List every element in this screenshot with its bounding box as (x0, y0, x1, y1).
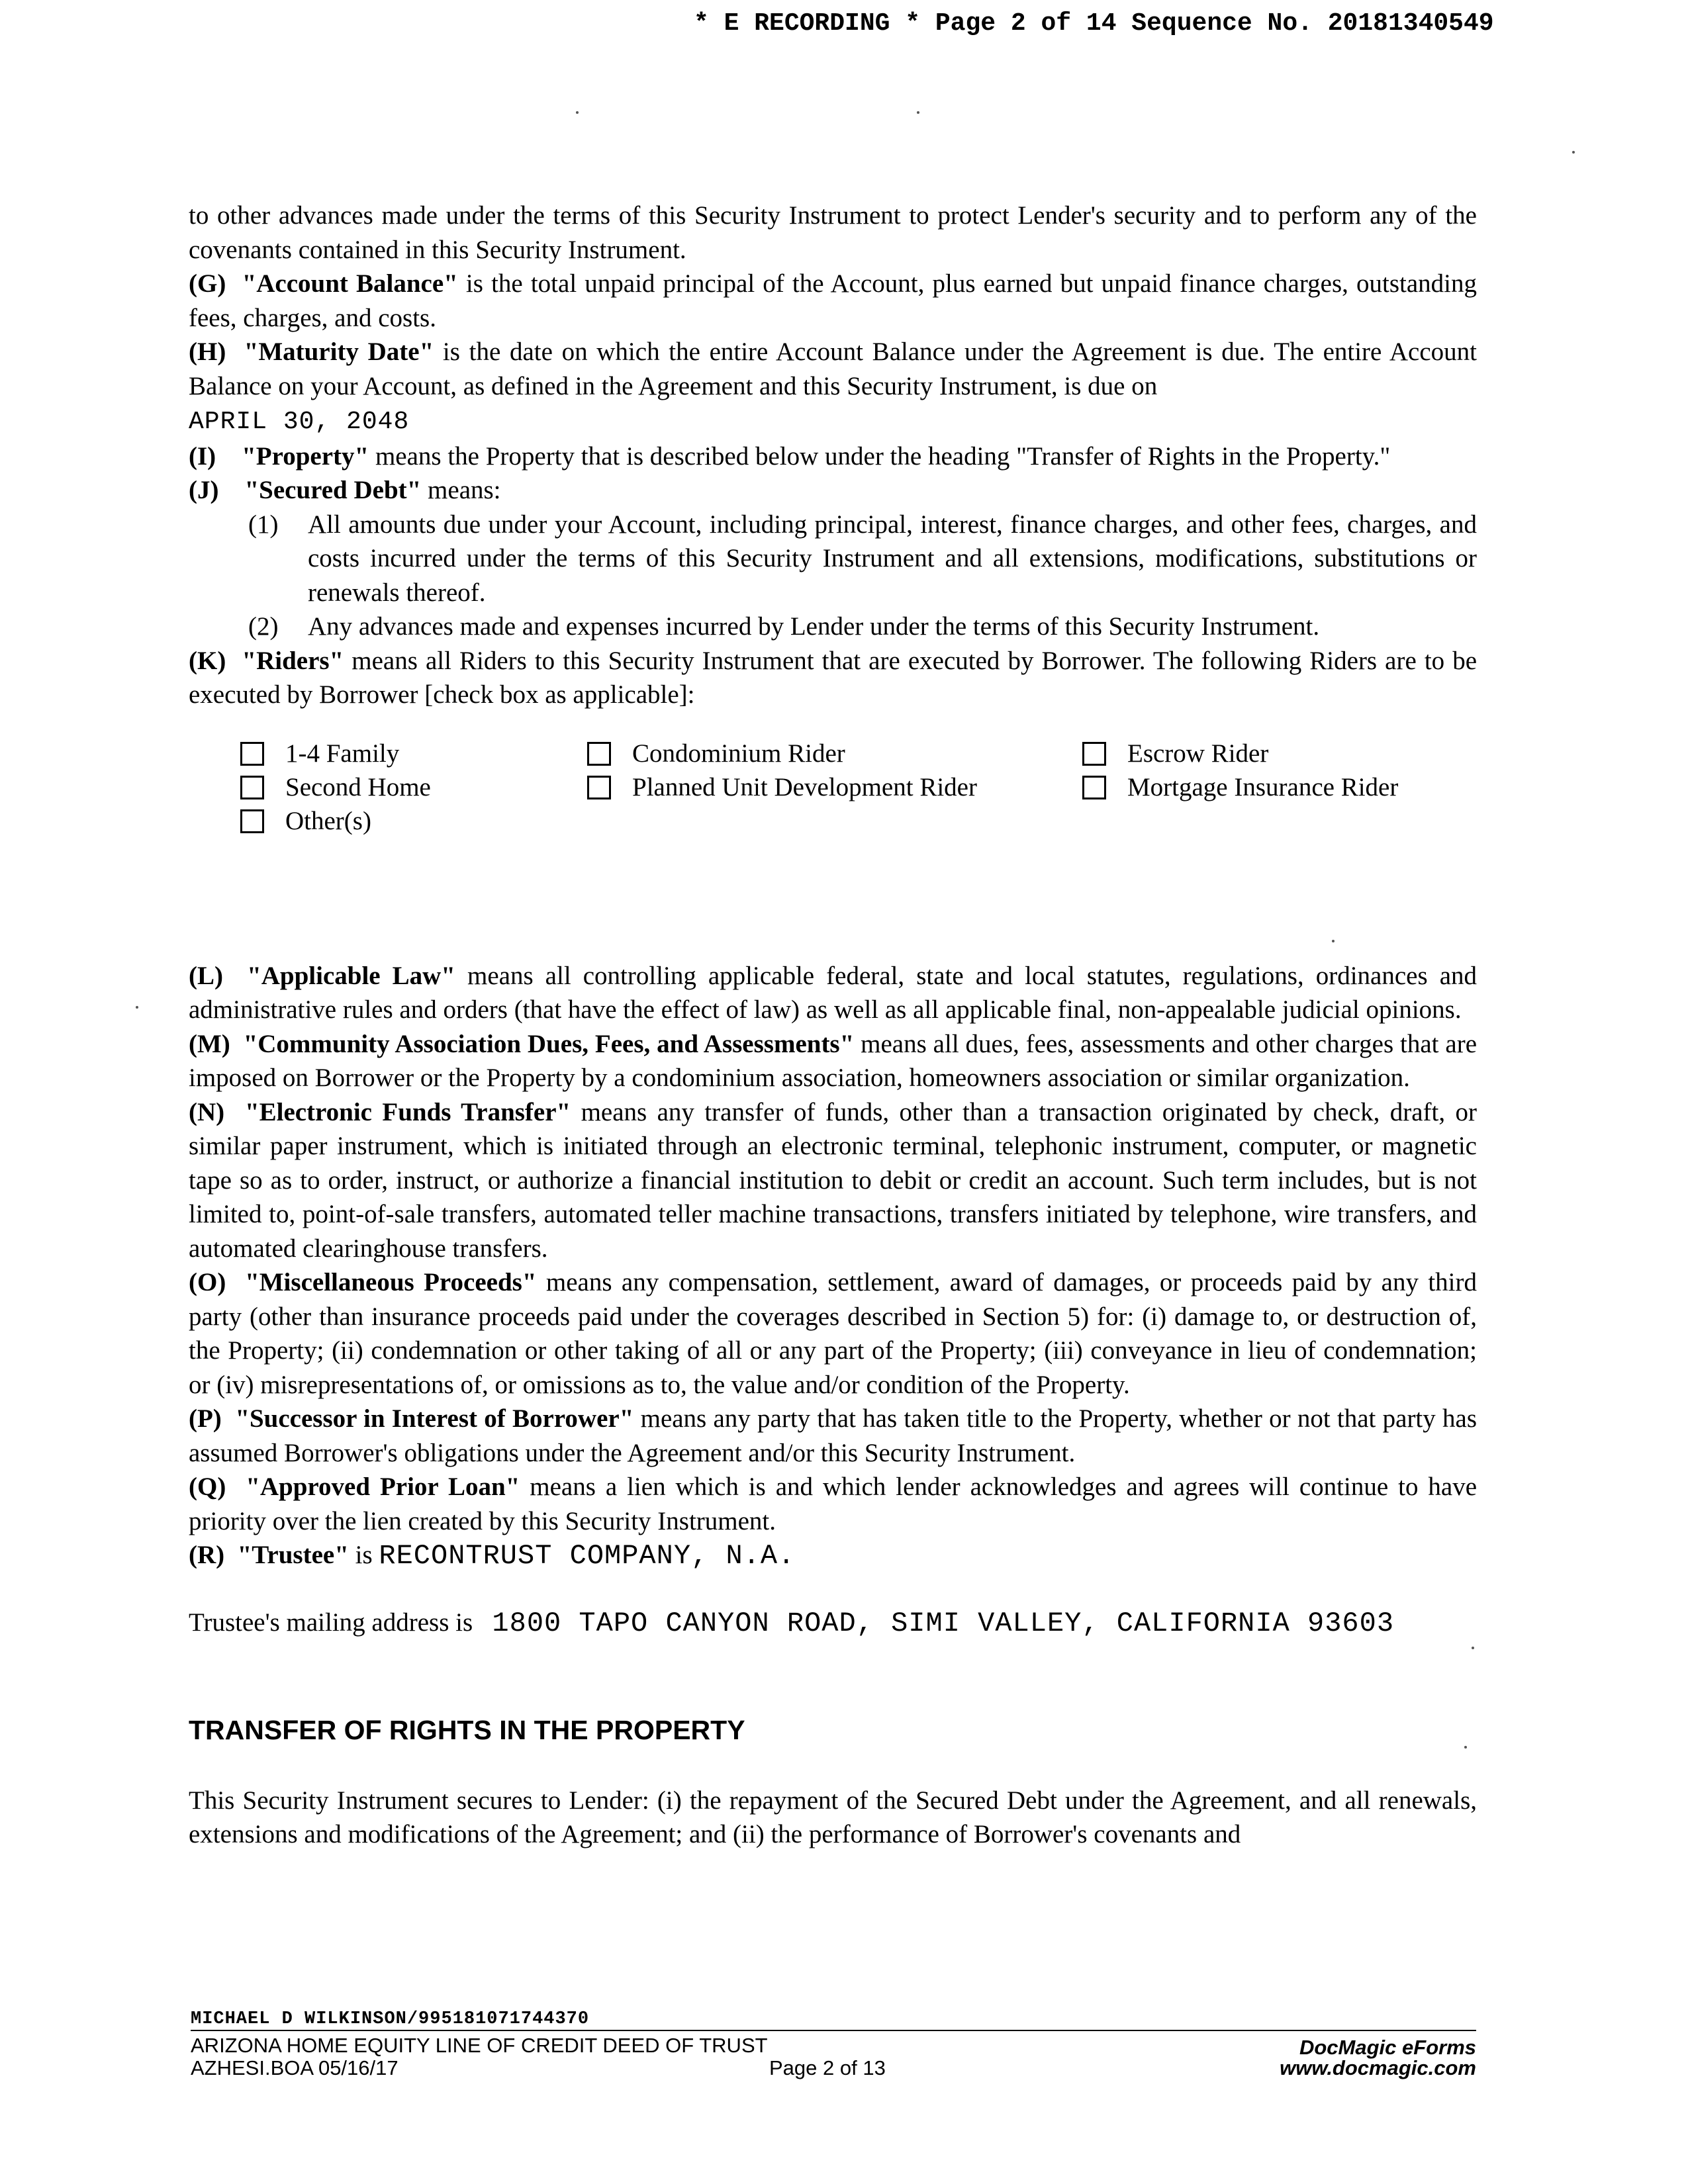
definition-m (189, 1027, 1477, 1095)
definition-g-letter: (G) (189, 269, 226, 298)
intro-paragraph: to other advances made under the terms of this Security Instrument to protect Lender's security and to perform any of the covenants contained in this Security Instrument. (189, 201, 1477, 264)
definition-m-term: "Community Association Dues, Fees, and Assessments" (243, 1029, 855, 1058)
definition-p-letter: (P) (189, 1404, 222, 1433)
definition-h-letter: (H) (189, 338, 226, 366)
definition-n-letter: (N) (189, 1097, 225, 1126)
rider-label: Mortgage Insurance Rider (1127, 773, 1399, 802)
secured-debt-item-text: All amounts due under your Account, including principal, interest, finance charges, and other fees, charges, and costs incurred under the terms of this Security Instrument and all extensions, modifications, substitutions or renewals thereof. (308, 510, 1477, 607)
definition-o-text: means any compensation, settlement, award of damages, or proceeds paid by any third party (other than insurance proceeds paid under the coverages described in Section 5) for: (i) damage to, or destruction of, the Property; (ii) condemnation or other taking of all or any part of the Property; (iii) conveyance in lieu of condemnation; or (iv) misrepresentations of, or omissions as to, the value and/or condition of the Property. (189, 1268, 1477, 1399)
definition-l-text: means all controlling applicable federal, state and local statutes, regulations, ordinances and administrative rules and orders (that have the effect of law) as well as all applicable final, non-appealable judicial opinions. (189, 961, 1477, 1024)
definition-r (189, 1538, 1477, 1574)
definition-o-term: "Miscellaneous Proceeds" (245, 1268, 537, 1297)
definition-q-text: means a lien which is and which lender acknowledges and agrees will continue to have priority over the lien created by this Security Instrument. (189, 1473, 1477, 1535)
rider-label: Second Home (285, 773, 431, 802)
rider-1-4-family[interactable] (240, 737, 399, 771)
trustee-address (189, 1606, 1477, 1641)
rider-label: Condominium Rider (632, 739, 845, 768)
rider-label: Planned Unit Development Rider (632, 773, 977, 802)
scan-speck (1572, 151, 1575, 154)
rider-mortgage-insurance[interactable] (1082, 771, 1398, 805)
secured-debt-item (189, 610, 1477, 644)
checkbox[interactable] (240, 776, 264, 799)
definition-k-text: means all Riders to this Security Instrument that are executed by Borrower. The following Riders are to be executed by Borrower [check box as applicable]: (189, 646, 1477, 709)
definition-j-text: means: (421, 476, 501, 504)
definition-j (189, 473, 1477, 508)
definition-p (189, 1402, 1477, 1470)
footer-form-title: ARIZONA HOME EQUITY LINE OF CREDIT DEED OF TRUST (191, 2034, 768, 2057)
definition-r-letter: (R) (189, 1541, 225, 1569)
definition-i-term: "Property" (242, 441, 369, 471)
definition-h (189, 335, 1477, 439)
definition-n-term: "Electronic Funds Transfer" (244, 1097, 571, 1126)
checkbox[interactable] (587, 742, 611, 766)
scan-speck (1464, 1746, 1467, 1749)
checkbox[interactable] (240, 809, 264, 833)
rider-planned-unit-development[interactable] (587, 771, 977, 805)
secured-debt-item-number: (2) (248, 612, 279, 641)
checkbox[interactable] (240, 742, 264, 766)
definition-n-text: means any transfer of funds, other than a transaction originated by check, draft, or similar paper instrument, which is initiated through an electronic terminal, telephonic instrument, computer, or magnetic tape so as to order, instruct, or authorize a financial institution to debit or credit an account. Such term includes, but is not limited to, point-of-sale transfers, automated teller machine transactions, transfers initiated by telephone, wire transfers, and automated clearinghouse transfers. (189, 1097, 1477, 1263)
definition-k-letter: (K) (189, 646, 226, 675)
definition-i-letter: (I) (189, 441, 216, 471)
secured-debt-item-number: (1) (248, 510, 279, 539)
secured-debt-item (189, 508, 1477, 610)
scan-speck (1472, 1647, 1474, 1649)
definition-i (189, 439, 1477, 474)
definition-q-letter: (Q) (189, 1473, 226, 1501)
rider-label: 1-4 Family (285, 739, 400, 768)
scan-speck (917, 111, 919, 114)
definition-r-text: is (348, 1541, 379, 1569)
scan-speck (1332, 940, 1335, 942)
footer-form-code: AZHESI.BOA 05/16/17 (191, 2056, 399, 2079)
riders-checkbox-grid (189, 737, 1477, 873)
definition-q (189, 1470, 1477, 1538)
footer-divider (191, 2030, 1476, 2031)
definition-l-term: "Applicable Law" (247, 961, 455, 990)
definition-g-text: is the total unpaid principal of the Account, plus earned but unpaid finance charges, outstanding fees, charges, and costs. (189, 269, 1477, 332)
secured-debt-item-text: Any advances made and expenses incurred by Lender under the terms of this Security Instrument. (308, 612, 1320, 641)
rider-second-home[interactable] (240, 771, 431, 805)
definition-l-letter: (L) (189, 961, 223, 990)
checkbox[interactable] (1082, 776, 1106, 799)
section-title: TRANSFER OF RIGHTS IN THE PROPERTY (189, 1715, 745, 1745)
definition-k (189, 644, 1477, 712)
definition-o-letter: (O) (189, 1268, 226, 1297)
rider-label: Other(s) (285, 807, 371, 836)
trustee-name-value: RECONTRUST COMPANY, N.A. (379, 1540, 796, 1572)
definition-k-term: "Riders" (242, 646, 344, 675)
definition-g-term: "Account Balance" (242, 269, 458, 298)
recording-header: * E RECORDING * Page 2 of 14 Sequence No. 20181340549 (694, 9, 1494, 38)
definition-m-letter: (M) (189, 1029, 230, 1058)
checkbox[interactable] (1082, 742, 1106, 766)
footer-borrower-loan: MICHAEL D WILKINSON/995181071744370 (191, 2009, 590, 2029)
definition-j-letter: (J) (189, 476, 219, 504)
definition-g (189, 267, 1477, 335)
definition-h-text: is the date on which the entire Account Balance under the Agreement is due. The entire Account Balance on your Account, as defined in the Agreement and this Security Instrument, is due on (189, 338, 1477, 400)
definition-p-term: "Successor in Interest of Borrower" (235, 1404, 634, 1433)
definition-m-text: means all dues, fees, assessments and other charges that are imposed on Borrower or the Property by a condominium association, homeowners association or similar organization. (189, 1029, 1477, 1092)
definition-j-term: "Secured Debt" (244, 476, 422, 504)
definition-h-term: "Maturity Date" (244, 338, 434, 366)
definition-q-term: "Approved Prior Loan" (246, 1473, 520, 1501)
definition-o (189, 1265, 1477, 1402)
maturity-date-value: APRIL 30, 2048 (189, 408, 410, 436)
footer-page-number: Page 2 of 13 (769, 2056, 886, 2079)
rider-others[interactable] (240, 805, 371, 839)
scan-speck (136, 1006, 138, 1009)
rider-escrow[interactable] (1082, 737, 1268, 771)
trustee-address-label: Trustee's mailing address is (189, 1608, 473, 1637)
scan-speck (576, 111, 579, 114)
footer-website: www.docmagic.com (1280, 2056, 1476, 2079)
definition-r-term: "Trustee" (237, 1541, 349, 1569)
rider-condominium[interactable] (587, 737, 845, 771)
trustee-address-value: 1800 TAPO CANYON ROAD, SIMI VALLEY, CALIFORNIA 93603 (492, 1607, 1395, 1639)
definition-l (189, 959, 1477, 1027)
footer-brand-logo: DocMagic eForms (1299, 2036, 1476, 2059)
transfer-paragraph: This Security Instrument secures to Lender: (i) the repayment of the Secured Debt under the Agreement, and all renewals, extensions and modifications of the Agreement; and (ii) the performance of Borrower's covenants and (189, 1786, 1477, 1848)
definition-p-text: means any party that has taken title to the Property, whether or not that party has assumed Borrower's obligations under the Agreement and/or this Security Instrument. (189, 1404, 1477, 1467)
document-body (189, 199, 1477, 1852)
rider-label: Escrow Rider (1127, 739, 1269, 768)
definition-n (189, 1095, 1477, 1266)
definition-i-text: means the Property that is described below under the heading "Transfer of Rights in the Property." (369, 441, 1391, 471)
checkbox[interactable] (587, 776, 611, 799)
